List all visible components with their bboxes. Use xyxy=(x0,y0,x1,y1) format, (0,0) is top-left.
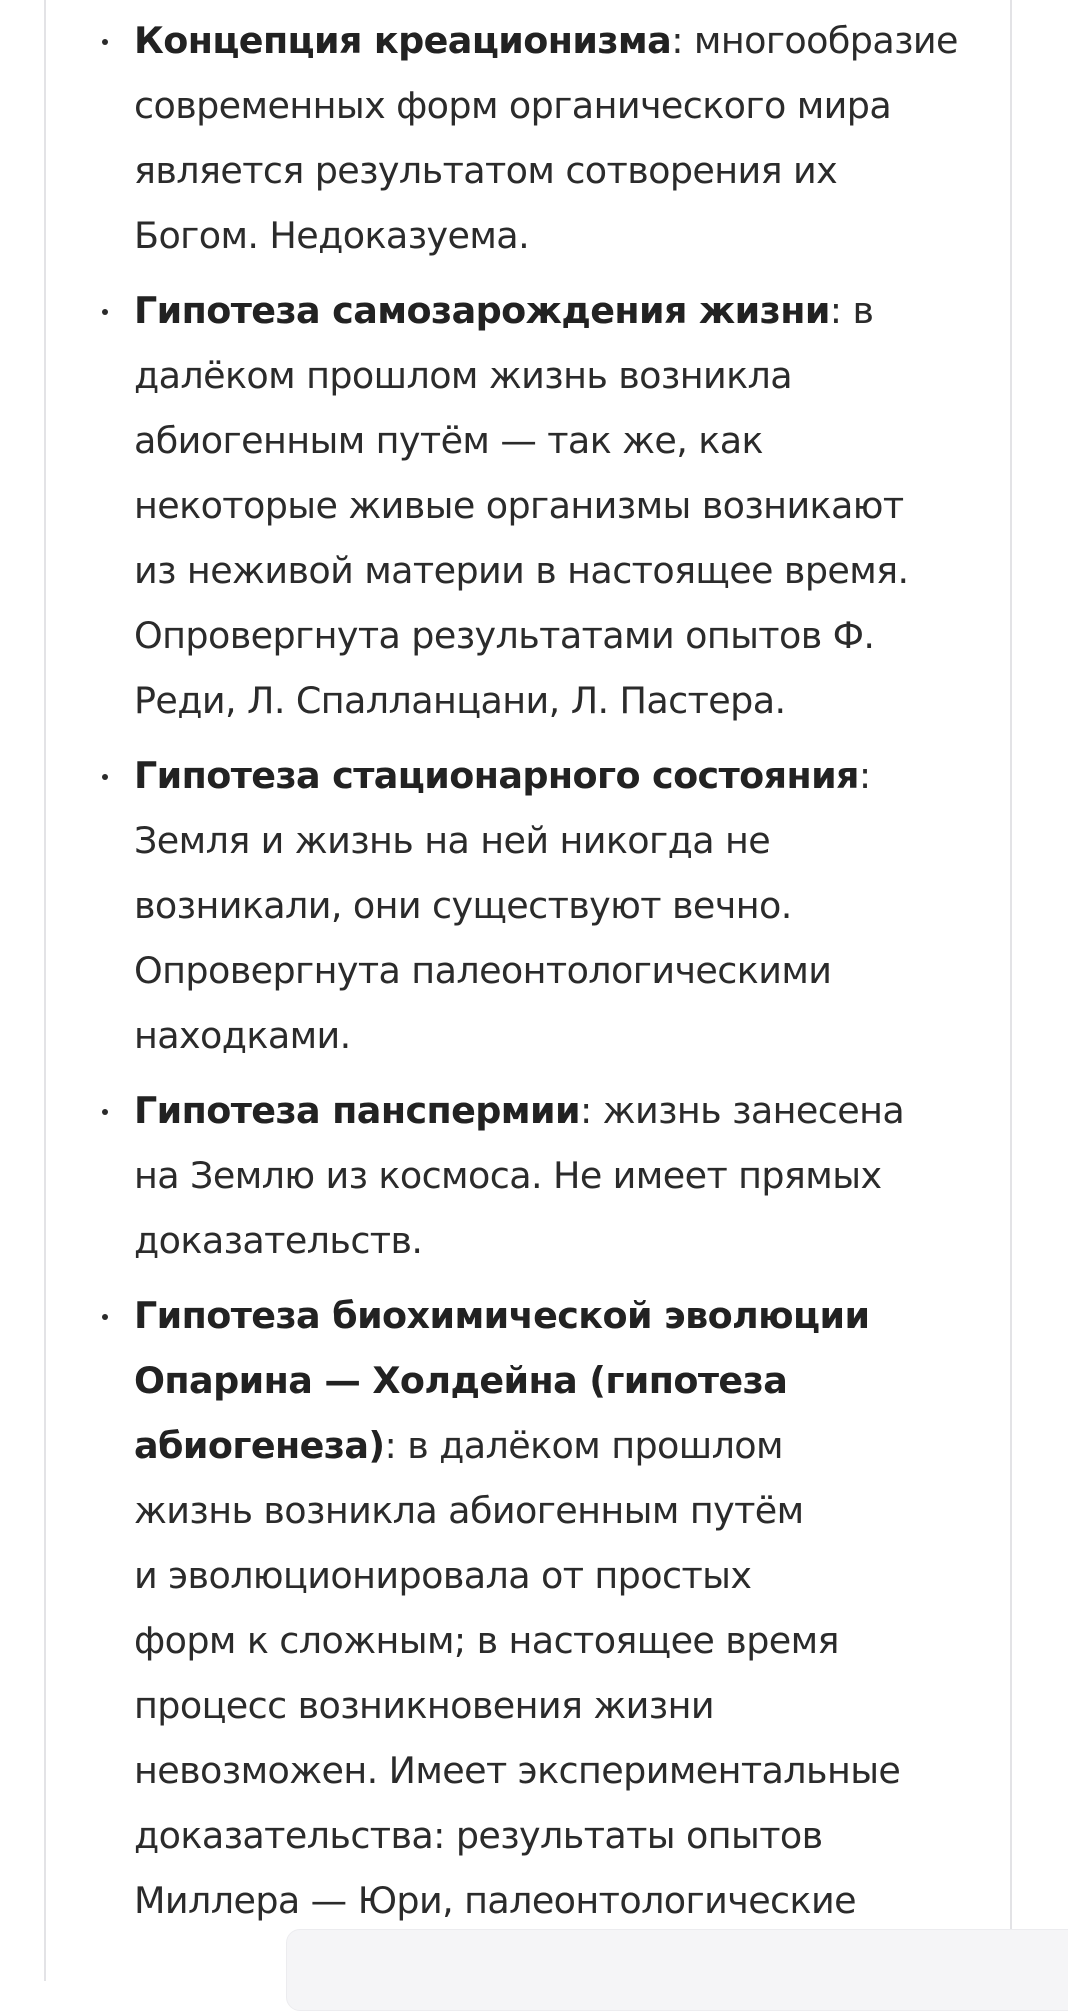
bullet-dot-icon xyxy=(102,309,108,315)
text-line xyxy=(134,138,986,203)
text-line xyxy=(134,1283,986,1348)
text-line xyxy=(134,1738,986,1803)
list-item xyxy=(86,743,986,1068)
text-line xyxy=(134,473,986,538)
bullet-dot-icon xyxy=(102,39,108,45)
text-line xyxy=(134,538,986,603)
hypothesis-text: невозможен. Имеет экспериментальные xyxy=(134,1749,901,1792)
text-line xyxy=(134,8,986,73)
text-line xyxy=(134,278,986,343)
hypothesis-text: находками. xyxy=(134,1014,351,1057)
list-item xyxy=(86,1078,986,1273)
list-item xyxy=(86,278,986,733)
hypotheses-list xyxy=(86,8,986,1933)
hypothesis-text: : xyxy=(858,754,871,797)
hypothesis-text: доказательства: результаты опытов xyxy=(134,1814,823,1857)
hypothesis-term: Опарина — Холдейна (гипотеза xyxy=(134,1359,788,1402)
hypothesis-text: современных форм органического мира xyxy=(134,84,892,127)
hypothesis-text: абиогенным путём — так же, как xyxy=(134,419,763,462)
hypothesis-term: Гипотеза стационарного состояния xyxy=(134,754,859,797)
hypothesis-text: Реди, Л. Спалланцани, Л. Пастера. xyxy=(134,679,786,722)
hypothesis-text: далёком прошлом жизнь возникла xyxy=(134,354,793,397)
list-item xyxy=(86,8,986,268)
text-line xyxy=(134,343,986,408)
text-line xyxy=(134,1543,986,1608)
text-line xyxy=(134,938,986,1003)
text-line xyxy=(134,1673,986,1738)
hypothesis-text: Богом. Недоказуема. xyxy=(134,214,530,257)
text-line xyxy=(134,808,986,873)
hypothesis-text: Опровергнута результатами опытов Ф. xyxy=(134,614,875,657)
hypothesis-text: возникали, они существуют вечно. xyxy=(134,884,792,927)
text-line xyxy=(134,1803,986,1868)
hypothesis-text: Земля и жизнь на ней никогда не xyxy=(134,819,771,862)
hypothesis-text: некоторые живые организмы возникают xyxy=(134,484,904,527)
hypothesis-term: Концепция креационизма xyxy=(134,19,672,62)
text-line xyxy=(134,1208,986,1273)
text-line xyxy=(134,603,986,668)
text-line xyxy=(134,1413,986,1478)
hypothesis-term: Гипотеза самозарождения жизни xyxy=(134,289,830,332)
hypothesis-text: форм к сложным; в настоящее время xyxy=(134,1619,839,1662)
text-line xyxy=(134,1608,986,1673)
text-line xyxy=(134,1868,986,1933)
text-line xyxy=(134,1078,986,1143)
hypothesis-text: является результатом сотворения их xyxy=(134,149,838,192)
article-content xyxy=(86,8,986,1943)
text-line xyxy=(134,1348,986,1413)
hypothesis-text: жизнь возникла абиогенным путём xyxy=(134,1489,804,1532)
hypothesis-term: Гипотеза биохимической эволюции xyxy=(134,1294,870,1337)
bottom-floating-panel xyxy=(286,1929,1068,2011)
text-line xyxy=(134,668,986,733)
hypothesis-text: и эволюционировала от простых xyxy=(134,1554,752,1597)
content-frame-left-border xyxy=(44,0,46,1981)
text-line xyxy=(134,408,986,473)
text-line xyxy=(134,743,986,808)
list-item xyxy=(86,1283,986,1933)
hypothesis-text: доказательств. xyxy=(134,1219,423,1262)
text-line xyxy=(134,1143,986,1208)
hypothesis-text: Опровергнута палеонтологическими xyxy=(134,949,832,992)
hypothesis-text: : многообразие xyxy=(671,19,958,62)
bullet-dot-icon xyxy=(102,1314,108,1320)
content-frame-right-border xyxy=(1010,0,1012,1981)
hypothesis-text: Миллера — Юри, палеонтологические xyxy=(134,1879,856,1922)
text-line xyxy=(134,73,986,138)
text-line xyxy=(134,1003,986,1068)
text-line xyxy=(134,203,986,268)
bullet-dot-icon xyxy=(102,774,108,780)
hypothesis-text: на Землю из космоса. Не имеет прямых xyxy=(134,1154,882,1197)
hypothesis-text: процесс возникновения жизни xyxy=(134,1684,714,1727)
text-line xyxy=(134,873,986,938)
hypothesis-text: : в xyxy=(829,289,874,332)
hypothesis-term: абиогенеза) xyxy=(134,1424,385,1467)
hypothesis-term: Гипотеза панспермии xyxy=(134,1089,580,1132)
hypothesis-text: : жизнь занесена xyxy=(579,1089,905,1132)
hypothesis-text: из неживой материи в настоящее время. xyxy=(134,549,909,592)
text-line xyxy=(134,1478,986,1543)
hypothesis-text: : в далёком прошлом xyxy=(384,1424,783,1467)
bullet-dot-icon xyxy=(102,1109,108,1115)
